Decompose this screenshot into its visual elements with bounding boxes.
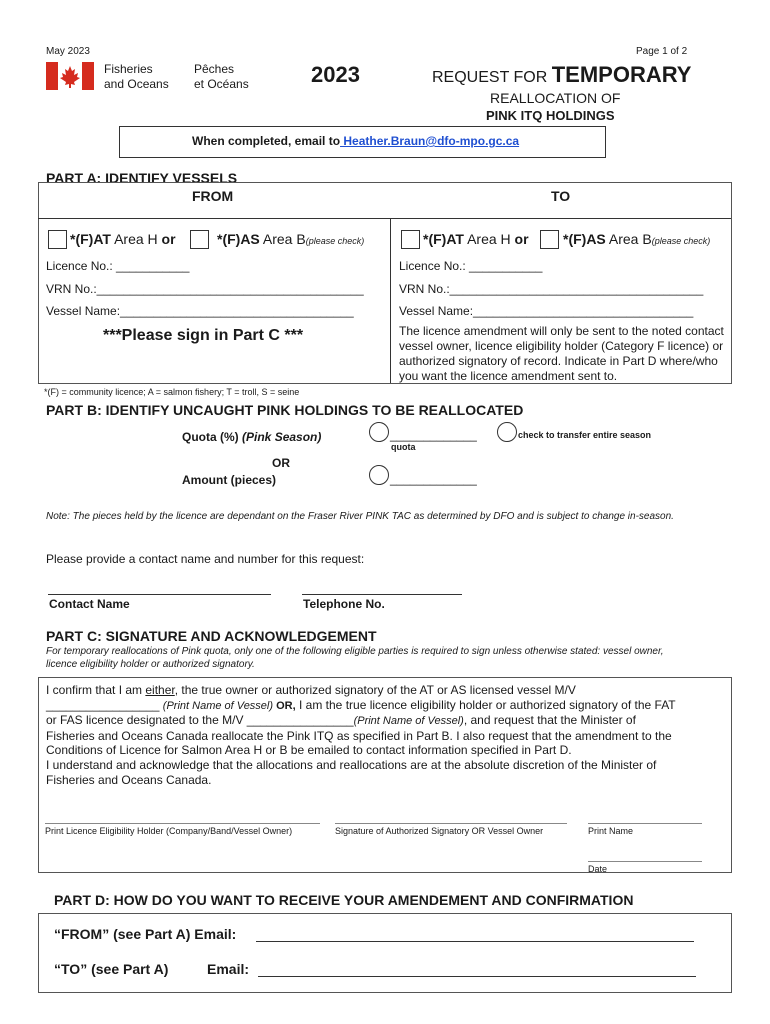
from-email-field[interactable] <box>256 941 694 942</box>
to-part-a-label: “TO” (see Part A) <box>54 961 169 977</box>
to-fat-checkbox[interactable] <box>401 230 420 249</box>
date-line[interactable] <box>588 861 702 862</box>
part-b-heading: PART B: IDENTIFY UNCAUGHT PINK HOLDINGS TO BE REALLOCATED <box>46 402 524 418</box>
from-fas-checkbox[interactable] <box>190 230 209 249</box>
amount-field[interactable]: _____________ <box>390 472 477 486</box>
form-title-line2: REALLOCATION OF <box>490 90 621 106</box>
contact-prompt: Please provide a contact name and number for this request: <box>46 552 365 566</box>
telephone-label: Telephone No. <box>303 597 385 611</box>
email-link[interactable]: Heather.Braun@dfo-mpo.gc.ca <box>340 134 520 148</box>
to-licence-field[interactable]: Licence No.: ___________ <box>399 259 543 273</box>
to-vessel-name-field[interactable]: Vessel Name:_________________________________ <box>399 304 694 318</box>
print-name-label: Print Name <box>588 826 634 836</box>
from-email-label: “FROM” (see Part A) Email: <box>54 926 237 942</box>
entire-season-radio[interactable] <box>497 422 517 442</box>
acknowledgement-text: I confirm that I am either, the true owner or authorized signatory of the AT or AS licensed vessel M/V _________________ (Print Name of Vessel) OR, I am the true licence eligibility holder or authorized signatory of the FAT or FAS licence designated to the M/V ________________(Print Name of Vessel), and request that the Minister of Fisheries and Oceans Canada reallocate the Pink ITQ as specified in Part B. I also request that the amendment to the Conditions of Licence for Salmon Area H or B be emailed to contact information specified in Part D. I understand and acknowledge that the allocations and reallocations are at the absolute discretion of the Minister of Fisheries and Oceans Canada. <box>46 683 676 787</box>
to-fat-label: *(F)AT Area H or <box>423 231 529 247</box>
department-name-fr: Pêches et Océans <box>194 62 249 91</box>
pieces-note: Note: The pieces held by the licence are dependant on the Fraser River PINK TAC as determined by DFO and is subject to change in-season. <box>46 511 674 522</box>
department-name-en: Fisheries and Oceans <box>104 62 169 91</box>
amount-radio[interactable] <box>369 465 389 485</box>
from-header: FROM <box>192 188 234 204</box>
licence-legend: *(F) = community licence; A = salmon fishery; T = troll, S = seine <box>44 387 300 397</box>
to-email-label: Email: <box>207 961 250 977</box>
form-title: REQUEST FOR TEMPORARY <box>432 62 692 87</box>
part-d-box <box>38 913 732 993</box>
canada-flag-icon <box>46 62 94 90</box>
part-a-heading: PART A: IDENTIFY VESSELS <box>46 170 238 186</box>
part-c-intro: For temporary reallocations of Pink quota, only one of the following eligible parties is required to sign unless otherwise stated: vessel owner, licence eligibility holder or authorized signatory. <box>46 646 664 670</box>
quota-field[interactable]: _____________ <box>390 428 477 442</box>
entire-season-label: check to transfer entire season <box>518 430 652 440</box>
form-title-line3: PINK ITQ HOLDINGS <box>486 108 615 123</box>
table-divider <box>38 218 731 219</box>
from-fat-label: *(F)AT Area H or <box>70 231 176 247</box>
part-c-heading: PART C: SIGNATURE AND ACKNOWLEDGEMENT <box>46 628 377 644</box>
eligibility-holder-line[interactable] <box>45 823 320 824</box>
or-label: OR <box>272 456 290 470</box>
amendment-note: The licence amendment will only be sent to the noted contact vessel owner, licence eligibility holder (Category F licence) or authorized signatory of record. Indicate in Part D where/who you want the licence amendment sent to. <box>399 324 724 383</box>
quota-unit: quota <box>391 442 416 452</box>
part-d-heading: PART D: HOW DO YOU WANT TO RECEIVE YOUR AMENDEMENT AND CONFIRMATION <box>54 892 634 908</box>
sign-part-c-note: ***Please sign in Part C *** <box>103 327 304 344</box>
from-fas-label: *(F)AS Area B(please check) <box>217 231 365 247</box>
email-instruction: When completed, email to Heather.Braun@dfo-mpo.gc.ca <box>192 134 520 148</box>
amount-label: Amount (pieces) <box>182 473 277 487</box>
to-header: TO <box>551 188 571 204</box>
table-divider <box>390 218 391 383</box>
date-label: Date <box>588 864 608 874</box>
quota-label: Quota (%) (Pink Season) <box>182 430 322 444</box>
from-vessel-name-field[interactable]: Vessel Name:___________________________________ <box>46 304 354 318</box>
to-vrn-field[interactable]: VRN No.:______________________________________ <box>399 282 704 296</box>
contact-name-label: Contact Name <box>49 597 130 611</box>
from-fat-checkbox[interactable] <box>48 230 67 249</box>
contact-name-line[interactable] <box>48 594 271 595</box>
to-email-field[interactable] <box>258 976 696 977</box>
from-vrn-field[interactable]: VRN No.:________________________________________ <box>46 282 364 296</box>
signature-label: Signature of Authorized Signatory OR Vessel Owner <box>335 826 544 836</box>
page-number: Page 1 of 2 <box>636 46 688 57</box>
telephone-line[interactable] <box>302 594 462 595</box>
eligibility-holder-label: Print Licence Eligibility Holder (Company/Band/Vessel Owner) <box>45 826 293 836</box>
form-date: May 2023 <box>46 46 90 57</box>
to-fas-label: *(F)AS Area B(please check) <box>563 231 711 247</box>
print-name-line[interactable] <box>588 823 702 824</box>
form-year: 2023 <box>311 62 360 87</box>
signature-line[interactable] <box>335 823 567 824</box>
from-licence-field[interactable]: Licence No.: ___________ <box>46 259 190 273</box>
to-fas-checkbox[interactable] <box>540 230 559 249</box>
quota-radio[interactable] <box>369 422 389 442</box>
